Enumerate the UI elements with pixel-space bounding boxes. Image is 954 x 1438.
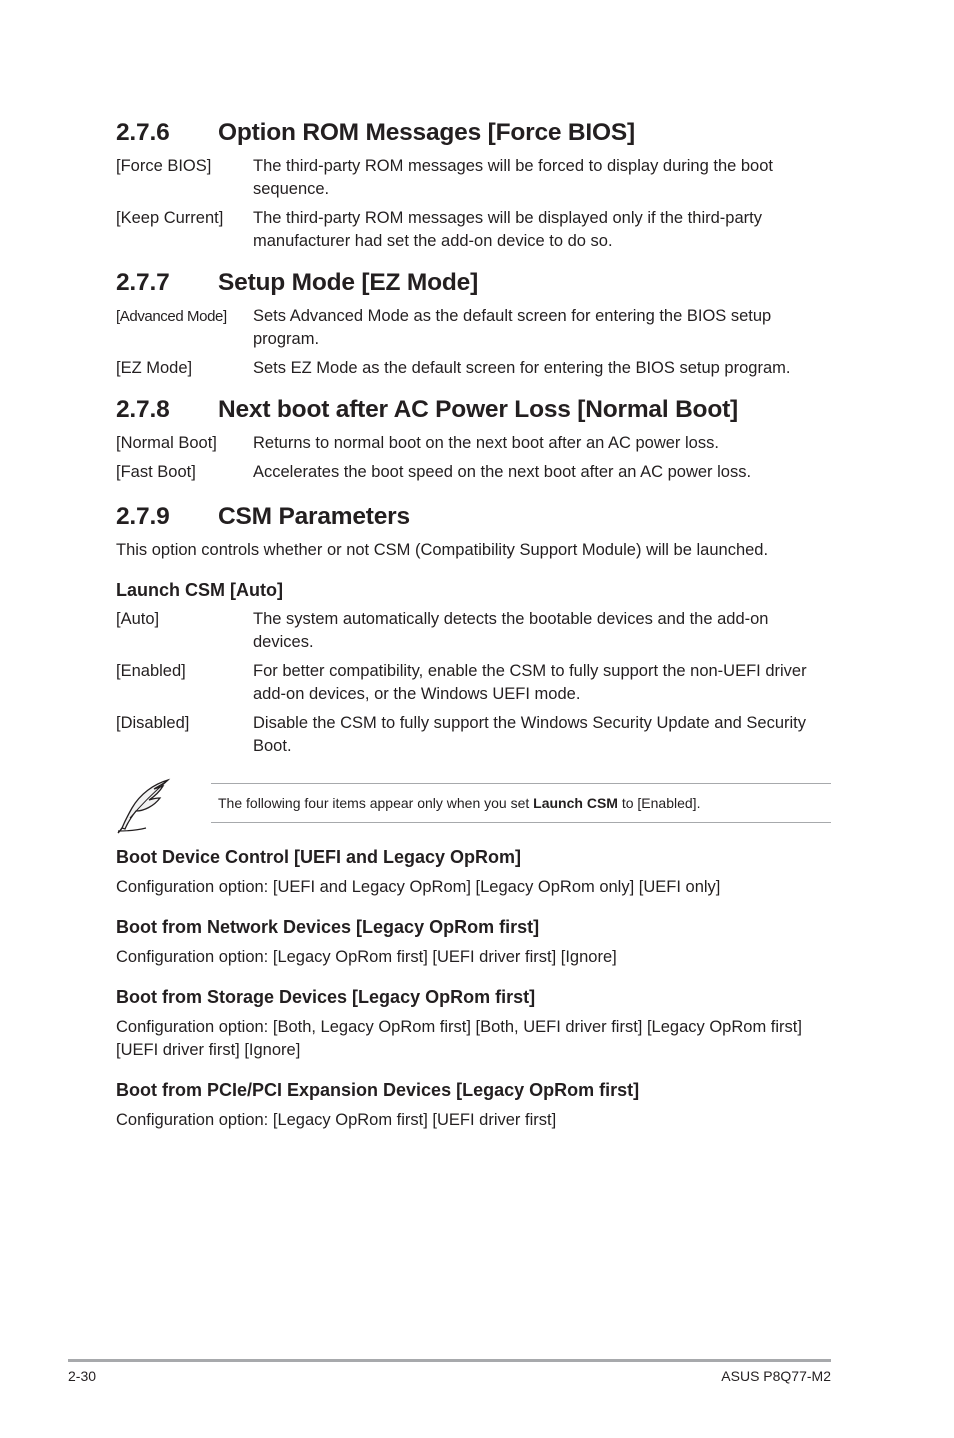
option-row — [116, 432, 832, 455]
option-row — [116, 357, 832, 380]
section-heading — [116, 395, 832, 425]
subsection-title: Boot Device Control [UEFI and Legacy OpRom] — [116, 847, 522, 867]
option-row — [116, 461, 832, 484]
page-number: 2-30 — [68, 1368, 97, 1384]
subsection-boot-device-control — [116, 846, 832, 899]
option-desc: The third-party ROM messages will be displayed only if the third-party manufacturer had set the add-on device to do so. — [253, 209, 762, 250]
section-heading — [116, 502, 832, 532]
option-term: [Keep Current] — [116, 209, 224, 227]
subsection-title: Boot from Network Devices [Legacy OpRom first] — [116, 917, 540, 937]
option-term: [EZ Mode] — [116, 359, 193, 377]
option-term: [Auto] — [116, 610, 160, 628]
option-row — [116, 207, 832, 253]
subsection-title: Boot from Storage Devices [Legacy OpRom first] — [116, 987, 536, 1007]
note-keyword: Launch CSM — [533, 795, 618, 811]
option-desc: The third-party ROM messages will be forced to display during the boot sequence. — [253, 157, 773, 198]
option-row — [116, 608, 832, 654]
configuration-options: Configuration option: [Both, Legacy OpRom first] [Both, UEFI driver first] [Legacy OpRom first] [UEFI driver first] [Ignore] — [116, 1018, 802, 1059]
product-name: ASUS P8Q77-M2 — [721, 1368, 831, 1384]
section-number: 2.7.7 — [116, 269, 170, 296]
option-desc: Accelerates the boot speed on the next boot after an AC power loss. — [253, 463, 752, 481]
section-title: Option ROM Messages [Force BIOS] — [218, 119, 635, 146]
section-heading — [116, 268, 832, 298]
option-term: [Force BIOS] — [116, 157, 212, 175]
option-desc: For better compatibility, enable the CSM to fully support the non-UEFI driver add-on devices, or the Windows UEFI mode. — [253, 662, 807, 703]
option-desc: Sets Advanced Mode as the default screen for entering the BIOS setup program. — [253, 307, 772, 348]
option-term: [Normal Boot] — [116, 434, 217, 452]
section-csm-parameters — [116, 502, 832, 562]
subsection-title: Launch CSM [Auto] — [116, 580, 283, 600]
note-box — [211, 783, 831, 823]
subsection-boot-pcie-devices — [116, 1079, 832, 1132]
feather-note-icon — [116, 778, 172, 834]
section-number: 2.7.9 — [116, 503, 170, 530]
subsection-boot-storage-devices — [116, 986, 832, 1062]
section-number: 2.7.8 — [116, 396, 170, 423]
configuration-options: Configuration option: [Legacy OpRom first] [UEFI driver first] — [116, 1111, 557, 1129]
section-intro: This option controls whether or not CSM (Compatibility Support Module) will be launched. — [116, 541, 769, 559]
configuration-options: Configuration option: [Legacy OpRom first] [UEFI driver first] [Ignore] — [116, 948, 617, 966]
option-row — [116, 305, 832, 351]
section-option-rom-messages — [116, 118, 832, 259]
option-row — [116, 712, 832, 758]
option-desc: Disable the CSM to fully support the Windows Security Update and Security Boot. — [253, 714, 807, 755]
subsection-title: Boot from PCIe/PCI Expansion Devices [Legacy OpRom first] — [116, 1080, 640, 1100]
section-title: CSM Parameters — [218, 503, 410, 530]
option-desc: Sets EZ Mode as the default screen for entering the BIOS setup program. — [253, 359, 791, 377]
section-setup-mode — [116, 268, 832, 386]
option-row — [116, 660, 832, 706]
option-term: [Advanced Mode] — [116, 308, 227, 325]
section-next-boot-ac-power-loss — [116, 395, 832, 490]
section-title: Next boot after AC Power Loss [Normal Boot] — [218, 396, 739, 423]
section-number: 2.7.6 — [116, 119, 170, 146]
section-title: Setup Mode [EZ Mode] — [218, 269, 479, 296]
option-term: [Disabled] — [116, 714, 190, 732]
configuration-options: Configuration option: [UEFI and Legacy OpRom] [Legacy OpRom only] [UEFI only] — [116, 878, 721, 896]
option-term: [Enabled] — [116, 662, 186, 680]
option-term: [Fast Boot] — [116, 463, 196, 481]
section-heading — [116, 118, 832, 148]
option-desc: The system automatically detects the bootable devices and the add-on devices. — [253, 610, 769, 651]
subsection-boot-network-devices — [116, 916, 832, 969]
subsection-launch-csm — [116, 579, 832, 764]
option-row — [116, 155, 832, 201]
footer-divider — [68, 1359, 831, 1362]
note-text: The following four items appear only when you set Launch CSM to [Enabled]. — [218, 795, 701, 811]
option-desc: Returns to normal boot on the next boot after an AC power loss. — [253, 434, 719, 452]
